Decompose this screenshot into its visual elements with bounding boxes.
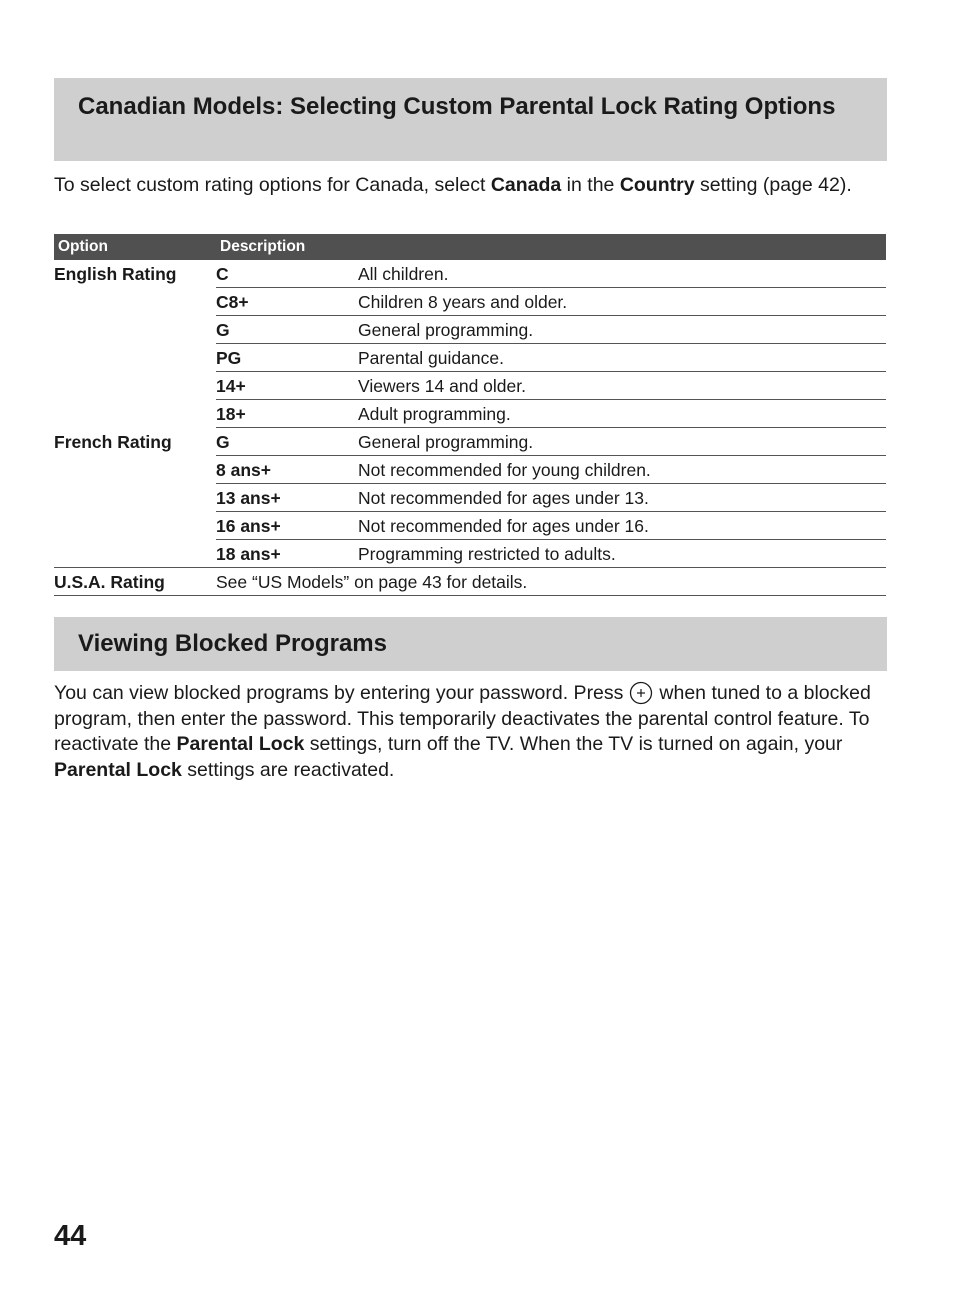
rating-description: General programming. <box>358 316 886 344</box>
section-header-canadian <box>54 78 887 161</box>
intro-text-2: in the <box>561 174 620 196</box>
option-usa-rating: U.S.A. Rating <box>54 568 216 596</box>
option-french-rating: French Rating <box>54 428 216 568</box>
rating-code: G <box>216 316 358 344</box>
intro-paragraph <box>54 173 894 199</box>
view-bold-parental-lock-1: Parental Lock <box>176 733 305 755</box>
rating-description: Programming restricted to adults. <box>358 540 886 568</box>
intro-text-1: To select custom rating options for Canada, select <box>54 174 491 196</box>
table-row <box>54 568 886 596</box>
rating-code: PG <box>216 344 358 372</box>
rating-code: 16 ans+ <box>216 512 358 540</box>
table-row <box>54 428 886 456</box>
table-row <box>54 260 886 288</box>
view-text-1: You can view blocked programs by entering your password. Press <box>54 682 624 704</box>
rating-description: All children. <box>358 260 886 288</box>
view-text-4: settings are reactivated. <box>181 758 395 781</box>
section-title-canadian: Canadian Models: Selecting Custom Parental Lock Rating Options <box>78 93 836 120</box>
intro-bold-canada: Canada <box>490 174 562 196</box>
rating-description: Not recommended for ages under 16. <box>358 512 886 540</box>
section-header-viewing-blocked <box>54 617 887 671</box>
intro-text-3: setting (page 42). <box>694 174 852 196</box>
option-english-rating: English Rating <box>54 264 177 284</box>
rating-code: 18 ans+ <box>216 540 358 568</box>
rating-description: Parental guidance. <box>358 344 886 372</box>
rating-description: Not recommended for ages under 13. <box>358 484 886 512</box>
rating-description: Viewers 14 and older. <box>358 372 886 400</box>
rating-code: 8 ans+ <box>216 456 358 484</box>
rating-code: C8+ <box>216 288 358 316</box>
rating-description: Children 8 years and older. <box>358 288 886 316</box>
header-option: Option <box>54 234 216 260</box>
view-text-3: settings, turn off the TV. When the TV is turned on again, your <box>304 733 843 755</box>
rating-code: 13 ans+ <box>216 484 358 512</box>
rating-code: G <box>216 428 358 456</box>
viewing-blocked-paragraph <box>54 681 894 783</box>
intro-bold-country: Country <box>619 174 695 196</box>
rating-code: 18+ <box>216 400 358 428</box>
view-bold-parental-lock-2: Parental Lock <box>54 758 182 781</box>
rating-description: General programming. <box>358 428 886 456</box>
table-header-row <box>54 234 886 260</box>
header-description: Description <box>216 234 886 260</box>
rating-description: Not recommended for young children. <box>358 456 886 484</box>
page-number: 44 <box>54 1220 87 1252</box>
enter-button-icon <box>629 681 653 705</box>
section-title-viewing-blocked: Viewing Blocked Programs <box>78 630 387 657</box>
usa-rating-description: See “US Models” on page 43 for details. <box>216 568 886 596</box>
rating-code: C <box>216 260 358 288</box>
rating-description: Adult programming. <box>358 400 886 428</box>
view-text-2: when tuned to a blocked program, then enter the password. This temporarily deactivates the parental control feature. To reactivate the <box>54 682 871 755</box>
ratings-table <box>54 234 886 596</box>
rating-code: 14+ <box>216 372 358 400</box>
